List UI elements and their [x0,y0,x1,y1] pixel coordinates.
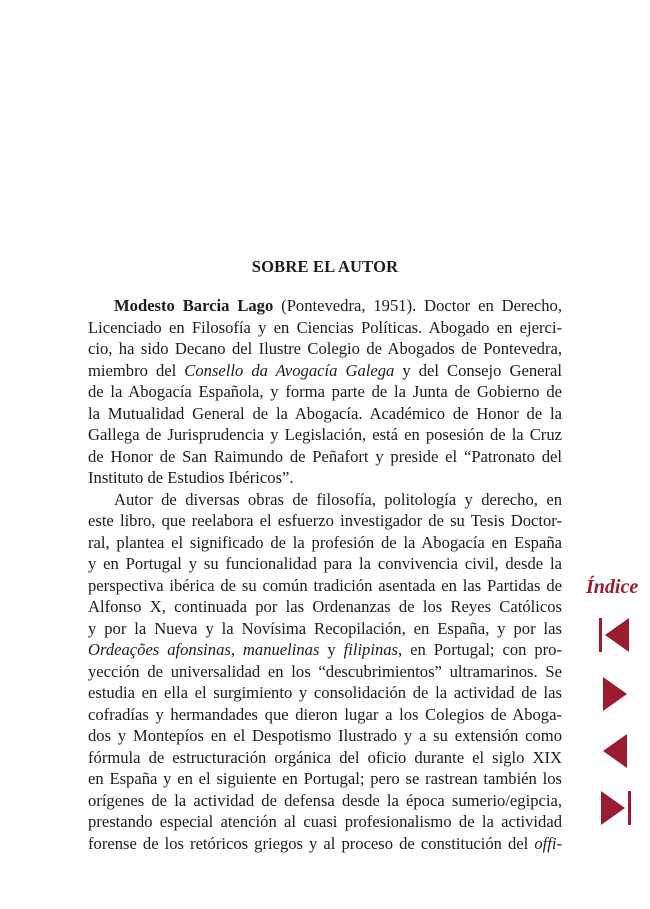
text-line: miembro del Consello da Avogacía Galega y del Consejo General [88,360,562,380]
text-line: estudia en ella el surgimiento y consolidación de la actividad de las [88,683,562,702]
text-line: y en Portugal y su funcionalidad para la convivencia civil, desde la [88,554,562,573]
text-line: dos y Montepíos en el Despotismo Ilustrado y a su extensión como [88,726,562,745]
first-page-icon [598,617,632,653]
text-line: forense de los retóricos griegos y al proceso de constitución del offi- [88,833,562,853]
text-line: Instituto de Estudios Ibéricos”. [88,468,294,487]
next-page-icon [602,676,630,712]
text-line: prestando especial atención al cuasi profesionalismo de la actividad [88,812,562,831]
text-line: de la Abogacía Española, y forma parte de la Junta de Gobierno de [88,382,562,401]
text-line: cofradías y hermandades que dieron lugar a los Colegios de Aboga- [88,704,562,724]
previous-page-button[interactable] [602,733,630,769]
text-line: Modesto Barcia Lago (Pontevedra, 1951). Doctor en Derecho, [114,296,562,315]
text-line: perspectiva ibérica de su común tradición asentada en las Partidas de [88,575,562,595]
text-line: cio, ha sido Decano del Ilustre Colegio de Abogados de Pontevedra, [88,339,562,358]
text-line: Gallega de Jurisprudencia y Legislación, está en posesión de la Cruz [88,425,562,444]
first-page-button[interactable] [598,617,632,653]
text-line: y por la Nueva y la Novísima Recopilación, en España, y por las [88,618,562,638]
text-line: ral, plantea el significado de la profesión de la Abogacía en España [88,532,562,552]
text-line: este libro, que reelabora el esfuerzo investigador de su Tesis Doctor- [88,511,562,530]
text-line: de Honor de San Raimundo de Peñafort y preside el “Patronato del [88,446,562,466]
text-line: en España y en el siguiente en Portugal; pero se rastrean también los [88,769,562,788]
author-name: Modesto Barcia Lago [114,296,274,315]
text-line: Ordeações afonsinas, manuelinas y filipinas, en Portugal; con pro- [88,640,563,659]
text-line: la Mutualidad General de la Abogacía. Académico de Honor de la [88,403,562,423]
text-line: yección de universalidad en los “descubrimientos” ultramarinos. Se [88,661,562,681]
text-line: orígenes de la actividad de defensa desde la época sumerio/egipcia, [88,790,562,810]
author-biography [88,295,562,854]
text-line: Autor de diversas obras de filosofía, politología y derecho, en [114,489,562,509]
last-page-icon [600,790,634,826]
page-title: SOBRE EL AUTOR [251,257,399,276]
last-page-button[interactable] [600,790,634,826]
text-line: fórmula de estructuración orgánica del oficio durante el siglo XIX [88,747,562,767]
next-page-button[interactable] [602,676,630,712]
text-line: Alfonso X, continuada por las Ordenanzas de los Reyes Católicos [88,597,562,616]
previous-page-icon [602,733,630,769]
index-link[interactable]: Índice [586,576,639,598]
text-line: Licenciado en Filosofía y en Ciencias Políticas. Abogado en ejerci- [88,317,562,337]
